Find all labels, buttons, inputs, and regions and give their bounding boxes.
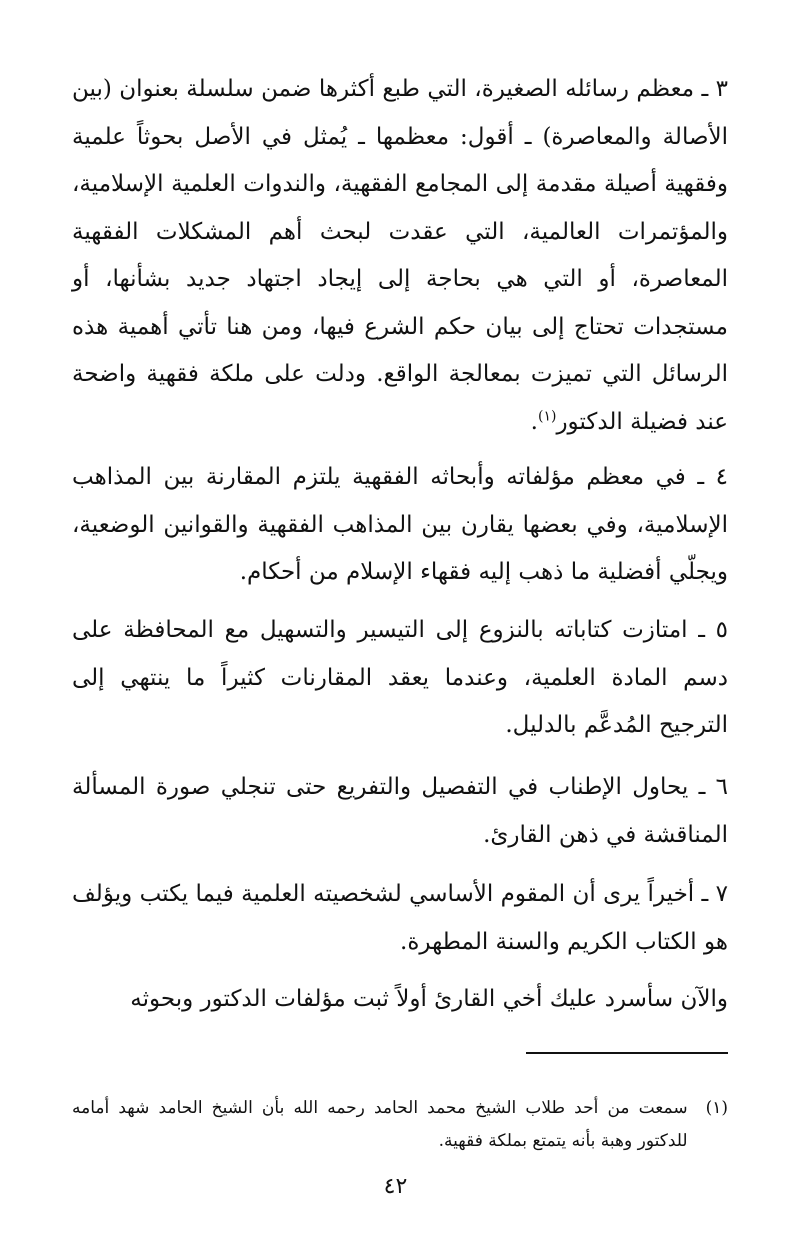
footnote-number: (١) — [705, 1098, 728, 1118]
page-number: ٤٢ — [383, 1174, 408, 1199]
footnote — [72, 1092, 728, 1158]
paragraph-item-3 — [72, 66, 728, 446]
paragraph-3-end: . — [530, 408, 538, 435]
footnote-divider — [526, 1052, 728, 1054]
footnote-reference: (١) — [537, 407, 557, 424]
paragraph-item-7: ٧ ـ أخيراً يرى أن المقوم الأساسي لشخصيته العلمية فيما يكتب ويؤلف هو الكتاب الكريم والسنة المطهرة. — [72, 881, 728, 955]
paragraph-3-text: ٣ ـ معظم رسائله الصغيرة، التي طبع أكثرها ضمن سلسلة بعنوان (بين الأصالة والمعاصرة) ـ أقول: معظمها ـ يُمثل في الأصل بحوثاً علمية وفقهية أصيلة مقدمة إلى المجامع الفقهية، والندوات العلمية الإسلامية، والمؤتمرات العالمية، التي عقدت لبحث أهم المشكلات الفقهية المعاصرة، أو التي هي بحاجة إلى إيجاد اجتهاد جديد بشأنها، أو مستجدات تحتاج إلى بيان حكم الشرع فيها، ومن هنا تأتي أهمية هذه الرسائل التي تميزت بمعالجة الواقع. ودلت على ملكة فقهية واضحة عند فضيلة الدكتور — [72, 76, 728, 435]
footnote-text: سمعت من أحد طلاب الشيخ محمد الحامد رحمه الله بأن الشيخ الحامد شهد أمامه للدكتور وهبة بأنه يتمتع بملكة فقهية. — [72, 1098, 688, 1151]
paragraph-closing: والآن سأسرد عليك أخي القارئ أولاً ثبت مؤلفات الدكتور وبحوثه — [130, 986, 728, 1012]
paragraph-item-5: ٥ ـ امتازت كتاباته بالنزوع إلى التيسير والتسهيل مع المحافظة على دسم المادة العلمية، وعندما يعقد المقارنات كثيراً ما ينتهي إلى الترجيح المُدعَّم بالدليل. — [72, 617, 728, 738]
paragraph-item-4: ٤ ـ في معظم مؤلفاته وأبحاثه الفقهية يلتزم المقارنة بين المذاهب الإسلامية، وفي بعضها يقارن بين المذاهب الفقهية والقوانين الوضعية، ويجلّي أفضلية ما ذهب إليه فقهاء الإسلام من أحكام. — [72, 464, 728, 585]
paragraph-item-6: ٦ ـ يحاول الإطناب في التفصيل والتفريع حتى تنجلي صورة المسألة المناقشة في ذهن القارئ. — [72, 774, 728, 848]
